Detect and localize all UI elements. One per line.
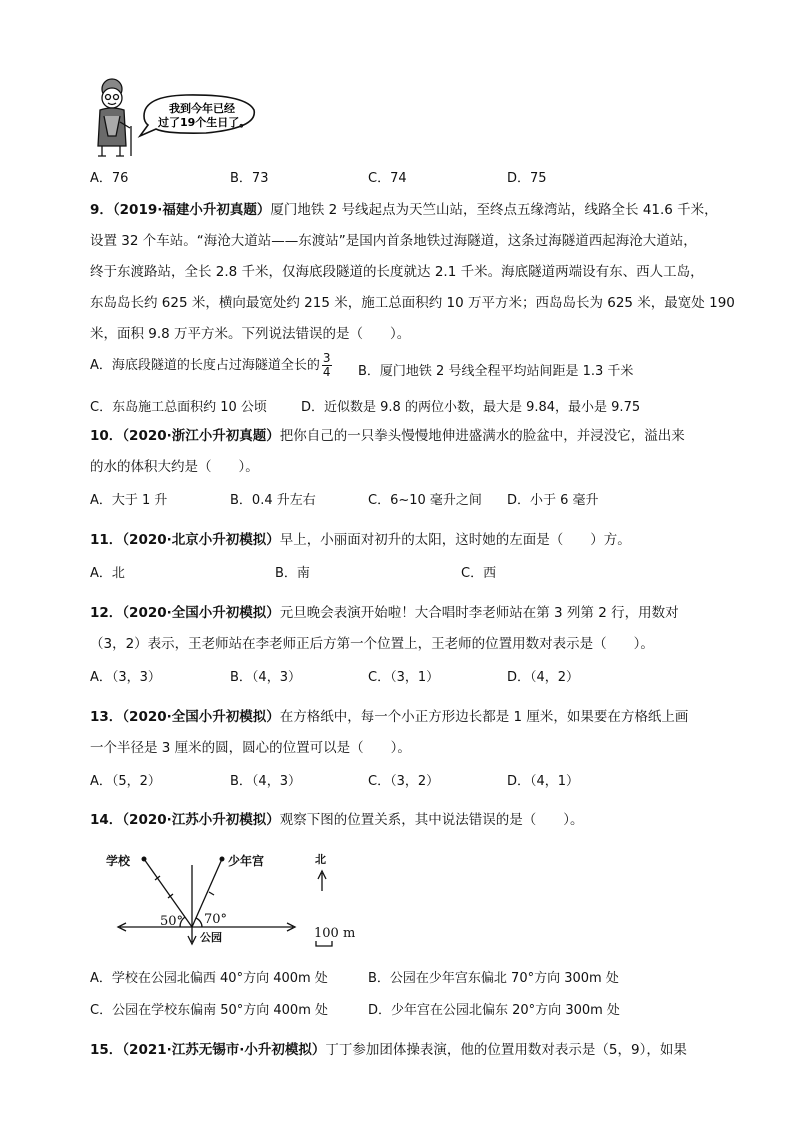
q12-number: 12． bbox=[90, 605, 123, 621]
fraction-denominator: 4 bbox=[322, 365, 331, 379]
q8-option-c: C．74 bbox=[368, 171, 407, 186]
speech-line-2: 过了19个生日了。 bbox=[158, 116, 251, 129]
q14-text: 观察下图的位置关系，其中说法错误的是（ ）。 bbox=[279, 812, 584, 828]
q14-source: （2020·江苏小升初模拟） bbox=[122, 812, 280, 828]
q10-option-c: C．6~10 毫升之间 bbox=[368, 493, 482, 508]
label-park: 公园 bbox=[200, 931, 222, 944]
q13-option-a: A．（5，2） bbox=[90, 774, 161, 789]
q9-line-4: 东岛岛长约 625 米，横向最宽处约 215 米，施工总面积约 10 万平方米；西岛岛长为 625 米，最宽处 190 bbox=[90, 295, 735, 311]
label-scale: 100 m bbox=[314, 926, 356, 941]
q11-option-b: B．南 bbox=[275, 566, 310, 581]
q10-option-a: A．大于 1 升 bbox=[90, 493, 168, 508]
q15-source: （2021·江苏无锡市·小升初模拟） bbox=[122, 1042, 326, 1058]
q12-option-b: B．（4，3） bbox=[230, 670, 301, 685]
q13-option-b: B．（4，3） bbox=[230, 774, 301, 789]
q8-option-a: A．76 bbox=[90, 171, 129, 186]
q13-source: （2020·全国小升初模拟） bbox=[122, 709, 280, 725]
q13-option-d: D．（4，1） bbox=[507, 774, 580, 789]
school-point bbox=[142, 857, 147, 862]
q9-source: （2019·福建小升初真题） bbox=[112, 202, 271, 218]
q11-option-c: C．西 bbox=[461, 566, 497, 581]
speech-line-1: 我到今年已经 bbox=[169, 102, 235, 115]
q11-source: （2020·北京小升初模拟） bbox=[122, 532, 280, 548]
q10-line-1 bbox=[90, 426, 685, 446]
q11-option-a: A．北 bbox=[90, 566, 125, 581]
angle-arc-70 bbox=[196, 918, 202, 927]
q10-text-1: 把你自己的一只拳头慢慢地伸进盛满水的脸盆中，并浸没它，溢出来 bbox=[279, 428, 685, 444]
q9-line-1 bbox=[90, 200, 718, 220]
q13-line-1 bbox=[90, 707, 688, 727]
q10-option-b: B．0.4 升左右 bbox=[230, 493, 316, 508]
q9-option-c: C．东岛施工总面积约 10 公顷 bbox=[90, 400, 267, 415]
q15-line-1 bbox=[90, 1040, 687, 1060]
q13-number: 13． bbox=[90, 709, 123, 725]
position-diagram bbox=[100, 845, 380, 955]
q10-option-d: D．小于 6 毫升 bbox=[507, 493, 599, 508]
q14-option-a: A．学校在公园北偏西 40°方向 400m 处 bbox=[90, 971, 328, 986]
q9-text-1: 厦门地铁 2 号线起点为天竺山站，至终点五缘湾站，线路全长 41.6 千米， bbox=[270, 202, 718, 218]
label-north: 北 bbox=[315, 853, 326, 866]
q13-option-c: C．（3，2） bbox=[368, 774, 440, 789]
q15-text: 丁丁参加团体操表演，他的位置用数对表示是（5，9），如果 bbox=[325, 1042, 687, 1058]
q13-line-2: 一个半径是 3 厘米的圆，圆心的位置可以是（ ）。 bbox=[90, 740, 411, 756]
q10-source: （2020·浙江小升初真题） bbox=[122, 428, 280, 444]
grandma-illustration bbox=[86, 76, 261, 162]
q11-text: 早上，小丽面对初升的太阳，这时她的左面是（ ）方。 bbox=[279, 532, 631, 548]
q9-option-b: B．厦门地铁 2 号线全程平均站间距是 1.3 千米 bbox=[358, 364, 634, 379]
q12-option-c: C．（3，1） bbox=[368, 670, 440, 685]
q9-number: 9． bbox=[90, 202, 113, 218]
q9-option-d: D．近似数是 9.8 的两位小数，最大是 9.84，最小是 9.75 bbox=[301, 400, 641, 415]
q10-number: 10． bbox=[90, 428, 123, 444]
scale-bar bbox=[316, 941, 332, 946]
label-palace: 少年宫 bbox=[228, 854, 265, 868]
q14-option-c: C．公园在学校东偏南 50°方向 400m 处 bbox=[90, 1003, 328, 1018]
q12-option-d: D．（4，2） bbox=[507, 670, 580, 685]
q9-option-a bbox=[90, 352, 334, 379]
q13-text-1: 在方格纸中，每一个小正方形边长都是 1 厘米，如果要在方格纸上画 bbox=[279, 709, 689, 725]
q15-number: 15． bbox=[90, 1042, 123, 1058]
label-school: 学校 bbox=[106, 854, 131, 868]
q11-line-1 bbox=[90, 530, 631, 550]
q12-text-1: 元旦晚会表演开始啦！大合唱时李老师站在第 3 列第 2 行，用数对 bbox=[279, 605, 679, 621]
q9-line-2: 设置 32 个车站。“海沧大道站——东渡站”是国内首条地铁过海隧道，这条过海隧道西起海沧大道站， bbox=[90, 233, 697, 249]
q8-option-d: D．75 bbox=[507, 171, 547, 186]
q12-line-1 bbox=[90, 603, 679, 623]
q9-line-3: 终于东渡路站，全长 2.8 千米，仅海底段隧道的长度就达 2.1 千米。海底隧道两端设有东、西人工岛， bbox=[90, 264, 704, 280]
q12-line-2: （3，2）表示，王老师站在李老师正后方第一个位置上，王老师的位置用数对表示是（ ）。 bbox=[90, 636, 654, 652]
q9-option-a-text: A．海底段隧道的长度占过海隧道全长的 bbox=[90, 358, 320, 373]
fraction-numerator: 3 bbox=[322, 351, 331, 365]
q8-option-b: B．73 bbox=[230, 171, 269, 186]
q14-option-b: B．公园在少年宫东偏北 70°方向 300m 处 bbox=[368, 971, 619, 986]
label-angle-50: 50° bbox=[160, 914, 184, 929]
fraction-three-quarters bbox=[322, 352, 332, 379]
q14-line-1 bbox=[90, 810, 584, 830]
grandma-figure bbox=[98, 79, 131, 156]
label-angle-70: 70° bbox=[204, 912, 228, 927]
q10-line-2: 的水的体积大约是（ ）。 bbox=[90, 459, 259, 475]
q9-line-5: 米，面积 9.8 万平方米。下列说法错误的是（ ）。 bbox=[90, 326, 411, 342]
palace-point bbox=[220, 857, 225, 862]
q12-option-a: A．（3，3） bbox=[90, 670, 161, 685]
q12-source: （2020·全国小升初模拟） bbox=[122, 605, 280, 621]
q14-number: 14． bbox=[90, 812, 123, 828]
q14-option-d: D．少年宫在公园北偏东 20°方向 300m 处 bbox=[368, 1003, 620, 1018]
q11-number: 11． bbox=[90, 532, 123, 548]
